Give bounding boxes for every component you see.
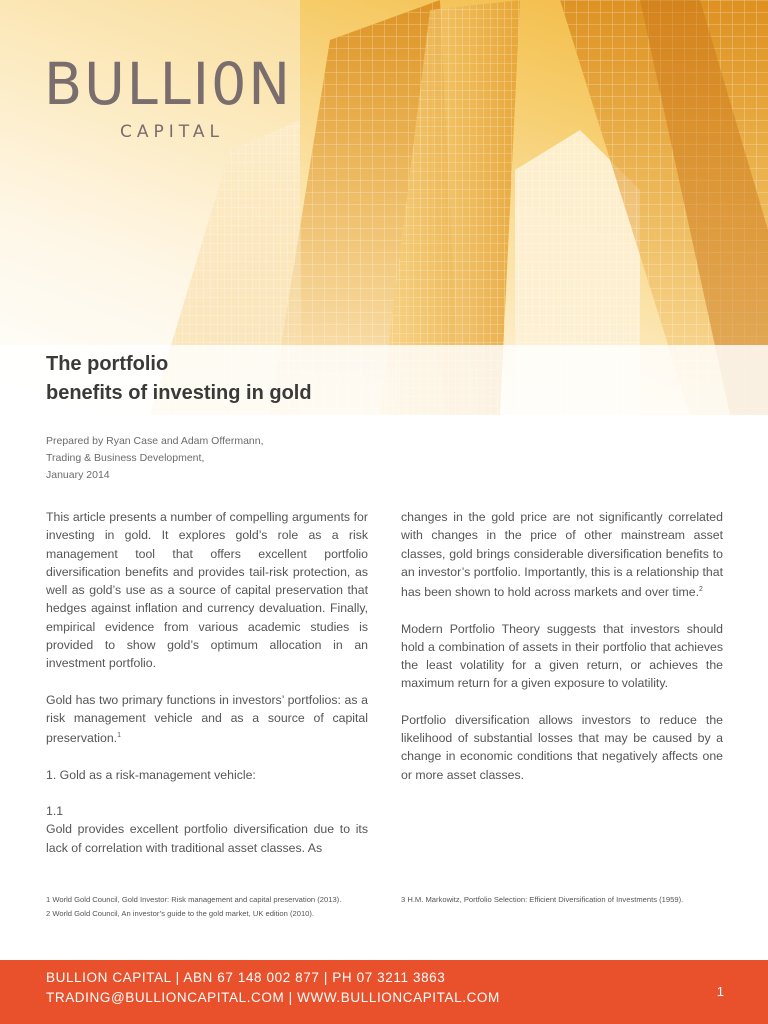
subsection-number: 1.1 — [46, 803, 64, 818]
footnote-3: 3 H.M. Markowitz, Portfolio Selection: Efficient Diversification of Investments (1959). — [401, 895, 684, 904]
footnote-1: 1 World Gold Council, Gold Investor: Risk management and capital preservation (2013). — [46, 895, 342, 904]
prepared-by-block — [46, 433, 264, 484]
primary-functions-paragraph: Gold has two primary functions in investors’ portfolios: as a risk management vehicle and as a source of capital preservation.$^1$ — [46, 692, 368, 746]
footer-contact-line: BULLION CAPITAL | ABN 67 148 002 877 | PH 07 3211 3863 — [46, 970, 446, 985]
right-column — [401, 508, 723, 802]
page-title — [46, 350, 312, 408]
footnotes-right — [401, 893, 723, 907]
subsection-paragraph: 1.1 Gold provides excellent portfolio diversification due to its lack of correlation with traditional asset classes. As — [46, 803, 368, 855]
left-column — [46, 508, 368, 875]
section-heading: 1. Gold as a risk-management vehicle: — [46, 767, 256, 782]
prepared-line-2: Trading & Business Development, — [46, 452, 205, 464]
footnote-2: 2 World Gold Council, An investor’s guide to the gold market, UK edition (2010). — [46, 909, 315, 918]
mpt-paragraph: Modern Portfolio Theory suggests that investors should hold a combination of assets in their portfolio that achieves the least volatility for a given return, or achieves the maximum return for a given exposure to volatility. — [401, 621, 723, 691]
page-number: 1 — [716, 984, 724, 999]
prepared-line-3: January 2014 — [46, 469, 110, 481]
footnote-ref: 1 — [117, 732, 121, 740]
prepared-line-1: Prepared by Ryan Case and Adam Offermann, — [46, 435, 264, 447]
intro-paragraph: This article presents a number of compelling arguments for investing in gold. It explores gold’s role as a risk management tool that offers excellent portfolio diversification benefits and provides tail-risk protection, as well as gold’s use as a source of capital preservation that hedges against inflation and currency devaluation. Finally, empirical evidence from various academic studies is provided to show gold’s optimum allocation in an investment portfolio. — [46, 510, 368, 671]
correlation-paragraph: changes in the gold price are not significantly correlated with changes in the price of other mainstream asset classes, gold brings considerable diversification benefits to an investor’s portfolio. Importantly, this is a relationship that has been shown to hold across markets and over time.$^2$ — [401, 510, 723, 600]
footnote-ref: 2 — [699, 586, 703, 594]
bullion-capital-logo — [44, 50, 292, 148]
title-line-2: benefits of investing in gold — [46, 382, 312, 404]
footer-web-line: TRADING@BULLIONCAPITAL.COM | WWW.BULLIONCAPITAL.COM — [46, 990, 500, 1005]
title-line-1: The portfolio — [46, 353, 169, 375]
diversification-paragraph: Portfolio diversification allows investors to reduce the likelihood of substantial losses that may be caused by a change in economic conditions that negatively affects one or more asset classes. — [401, 712, 723, 782]
page-footer — [0, 960, 768, 1024]
footnotes-left — [46, 893, 376, 921]
logo-subtitle: CAPITAL — [120, 122, 224, 142]
logo-wordmark: BULLI0N — [44, 50, 292, 118]
